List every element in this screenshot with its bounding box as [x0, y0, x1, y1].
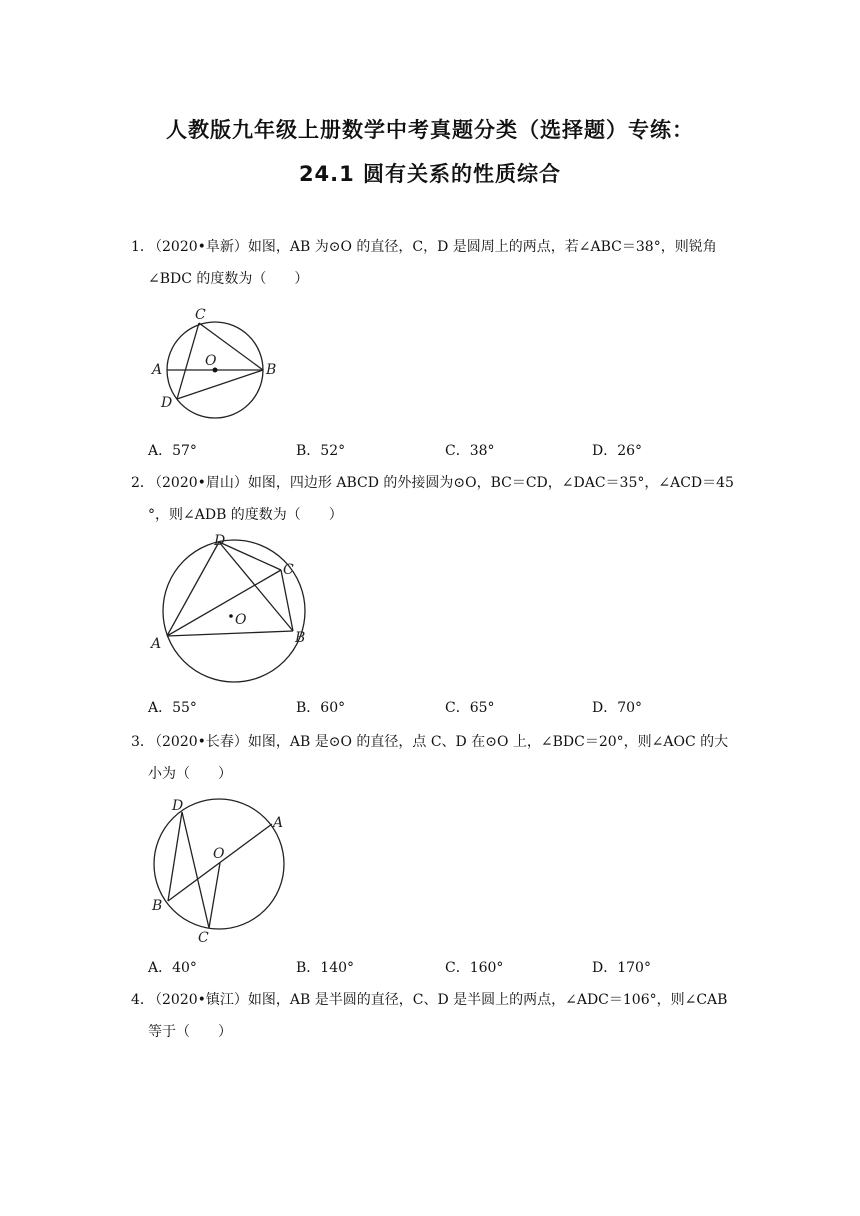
option-c[interactable]: C．38° — [445, 443, 495, 459]
option-a[interactable]: A．40° — [148, 960, 197, 976]
option-a[interactable]: A．57° — [148, 443, 197, 459]
label-o: O — [205, 353, 217, 369]
option-b[interactable]: B．60° — [296, 700, 346, 716]
chord-cb — [281, 570, 293, 631]
figure-q1-circle — [148, 302, 283, 422]
option-b[interactable]: B．140° — [296, 960, 355, 976]
chord-dc — [219, 542, 281, 570]
question-text-line-2: °，则∠ADB 的度数为（ ） — [148, 507, 343, 523]
question-number: 4． — [131, 992, 154, 1008]
option-c[interactable]: C．65° — [445, 700, 495, 716]
diameter-ab — [168, 824, 272, 901]
label-d: D — [161, 395, 173, 411]
option-d[interactable]: D．26° — [592, 443, 643, 459]
chord-ac — [167, 570, 281, 636]
options-q3 — [148, 957, 708, 977]
label-b: B — [152, 898, 163, 914]
chord-ad — [167, 542, 219, 636]
question-text-line-2: 等于（ ） — [148, 1024, 232, 1040]
label-d: D — [172, 798, 184, 814]
label-o: O — [213, 846, 225, 862]
page-title-line-2: 24.1 圆有关系的性质综合 — [298, 162, 562, 186]
figure-q3-circle — [145, 792, 295, 947]
chord-dc — [182, 812, 209, 928]
label-a: A — [151, 636, 162, 652]
question-number: 1． — [131, 239, 154, 255]
option-a[interactable]: A．55° — [148, 700, 197, 716]
radius-oc — [209, 863, 220, 928]
label-a: A — [273, 815, 284, 831]
question-text-line-1: （2020•长春）如图，AB 是⊙O 的直径，点 C、D 在⊙O 上，∠BDC＝20°，则∠AOC 的大 — [148, 734, 729, 750]
chord-db — [177, 370, 263, 399]
options-q1 — [148, 440, 708, 460]
figure-q2-circle — [148, 530, 323, 690]
question-number: 3． — [131, 734, 154, 750]
option-d[interactable]: D．70° — [592, 700, 643, 716]
chord-ab — [167, 631, 293, 636]
label-c: C — [195, 307, 206, 323]
question-text-line-1: （2020•阜新）如图，AB 为⊙O 的直径，C，D 是圆周上的两点，若∠ABC＝38°，则锐角 — [148, 239, 717, 255]
chord-cd — [177, 323, 199, 399]
option-c[interactable]: C．160° — [445, 960, 504, 976]
option-b[interactable]: B．52° — [296, 443, 346, 459]
question-text-line-1: （2020•眉山）如图，四边形 ABCD 的外接圆为⊙O，BC＝CD，∠DAC＝35°，∠ACD＝45 — [148, 475, 734, 491]
label-o: O — [235, 612, 247, 628]
options-q2 — [148, 697, 708, 717]
label-b: B — [295, 630, 306, 646]
question-text-line-2: 小为（ ） — [148, 766, 232, 782]
chord-db — [219, 542, 293, 631]
label-b: B — [266, 362, 277, 378]
chord-db — [168, 812, 182, 901]
label-c: C — [198, 930, 209, 946]
label-a: A — [152, 362, 163, 378]
label-c: C — [283, 562, 294, 578]
page-title-line-1: 人教版九年级上册数学中考真题分类（选择题）专练： — [166, 118, 694, 142]
option-d[interactable]: D．170° — [592, 960, 651, 976]
question-text-line-2: ∠BDC 的度数为（ ） — [148, 271, 309, 287]
question-number: 2． — [131, 475, 154, 491]
question-text-line-1: （2020•镇江）如图，AB 是半圆的直径，C、D 是半圆上的两点，∠ADC＝106°，则∠CAB — [148, 992, 728, 1008]
label-d: D — [214, 533, 226, 549]
center-dot — [229, 614, 233, 618]
